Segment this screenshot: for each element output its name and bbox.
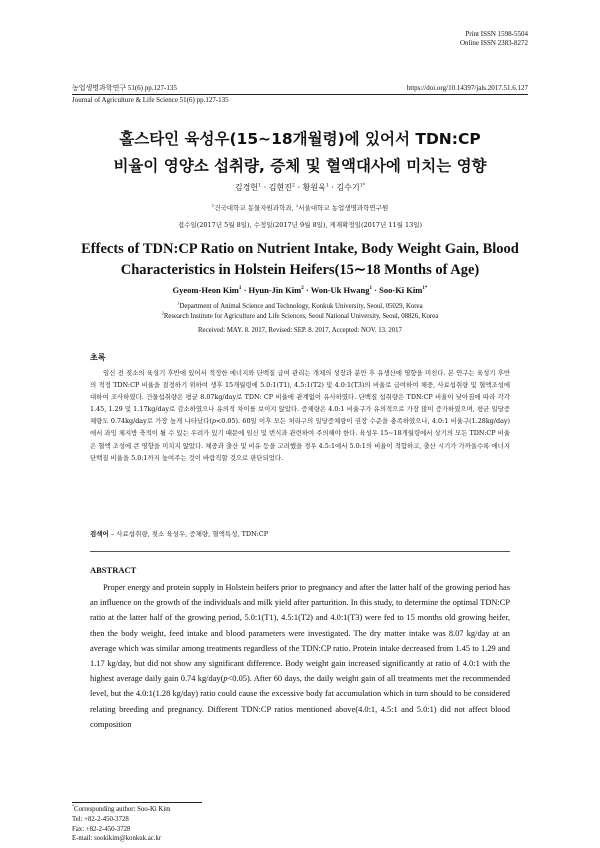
email-link[interactable]: E-mail: sookikim@konkuk.ac.kr <box>72 835 162 843</box>
affiliation-en <box>72 302 528 321</box>
journal-kr: 농업생명과학연구 51(6) pp.127-135 <box>72 84 177 92</box>
keywords-text: – 사료섭취량, 젖소 육성우, 증체량, 혈액특성, TDN:CP <box>108 530 269 538</box>
author-en: Hyun-Jin Kim <box>248 285 302 295</box>
doi-link[interactable]: https://doi.org/10.14397/jals.2017.51.6.127 <box>406 84 528 92</box>
author-kr: 황원욱 <box>302 183 326 192</box>
italic-p: p <box>211 417 216 426</box>
author-kr: 김경헌 <box>234 183 259 192</box>
title-kr-line2: 비율이 영양소 섭취량, 증체 및 혈액대사에 미치는 영향 <box>113 157 487 175</box>
footnote <box>72 805 171 844</box>
online-issn: Online ISSN 2383-8272 <box>459 39 528 47</box>
abstract-kr-heading: 초록 <box>90 353 106 362</box>
corresponding-author <box>72 805 171 815</box>
aff-text: 서울대학교 농업생명과학연구원 <box>298 204 389 212</box>
section-rule <box>90 551 510 552</box>
keywords-kr <box>90 530 268 539</box>
aff-sup: 1 <box>177 300 180 306</box>
fax: Fax: +82-2-450-3728 <box>72 825 131 833</box>
header-rule <box>72 94 528 95</box>
abstract-en-body <box>90 580 510 732</box>
aff-text: Research Institute for Agriculture and Life Sciences, Seoul National University, Seoul, 08826, Korea <box>163 312 439 320</box>
received-en: Received: MAY. 8. 2017, Revised: SEP. 8. 2017, Accepted: NOV. 13. 2017 <box>198 327 402 334</box>
footnote-rule <box>72 802 202 803</box>
author-sup: 2 <box>301 285 304 292</box>
abstract-en-text: Proper energy and protein supply in Holstein heifers prior to pregnancy and after the latter half of the growing period has an influence on the growth of the individuals and milk yield after parturition. In this study, to determine the optimal TDN:CP ratio at the latter half of the growing period, 5.0:1(T1), 4.5:1(T2) and 4.0:1(T3) were fed to 15 months old growing heifer, then the body weight, feed intake and blood parameters were investigated. The dry matter intake was 8.07 kg/day at an average which was similar among treatments regardless of the TDN:CP ratio. Protein intake decreased from 1.45 to 1.29 and 1.17 kg/day, but did not show any significant difference. Body weight gain increased significantly at ratio of 4.0:1 with the highest average daily gain 0.74 kg/day( <box>90 583 510 684</box>
journal-en: Journal of Agriculture & Life Science 51(6) pp.127-135 <box>72 96 229 104</box>
title-en-line1: Effects of TDN:CP Ratio on Nutrient Intake, Body Weight Gain, Blood <box>81 241 519 257</box>
affiliation-kr <box>72 204 528 213</box>
aff-en-line <box>72 312 528 322</box>
authors-kr <box>72 183 528 193</box>
author-kr: 김현진 <box>268 183 292 192</box>
author-sup: 1* <box>422 285 428 292</box>
abstract-en-heading: ABSTRACT <box>90 565 137 575</box>
tel: Tel: +82-2-450-3728 <box>72 815 129 823</box>
author-sup: 1 <box>369 285 373 292</box>
footnote-sup: * <box>72 803 75 809</box>
title-kr <box>72 126 528 180</box>
author-sep: · <box>294 183 303 192</box>
author-sep: · <box>372 285 380 295</box>
abstract-kr-body <box>90 367 510 464</box>
author-sup: 1 <box>325 183 329 189</box>
author-en: Won-Uk Hwang <box>310 285 370 295</box>
title-kr-line1: 홀스타인 육성우(15∼18개월령)에 있어서 TDN:CP <box>119 130 481 148</box>
author-sep: · <box>303 285 311 295</box>
author-en: Soo-Ki Kim <box>379 285 423 295</box>
author-sup: 1 <box>238 285 242 292</box>
abstract-en-text: <0.05). After 60 days, the daily weight gain of all treatments met the recommended level, but the 4.0:1(1.28 kg/day) ratio could cause the excessive body fat accumulation which in turn should to be considered relating breeding and pregnancy. Different TDN:CP ratios mentioned above(4.0:1, 4.5:1 and 5.0:1) did not affect blood composition <box>90 674 511 729</box>
authors-en <box>72 285 528 296</box>
italic-p: p <box>223 674 228 684</box>
aff-en-line <box>72 302 528 312</box>
author-sep: · <box>241 285 249 295</box>
author-sup: 2 <box>291 183 295 189</box>
title-en-line2: Characteristics in Holstein Heifers(15∼18 Months of Age) <box>120 262 480 278</box>
author-kr: 김수기 <box>336 183 360 192</box>
author-sep: · <box>328 183 337 192</box>
title-en <box>72 239 528 281</box>
author-sep: · <box>261 183 269 192</box>
author-sup: 1 <box>258 183 262 189</box>
abstract-kr-text: <0.05). 60일 이후 모든 처리구의 일당증체량이 권장 수준을 충족하였으나, 4.0:1 비율구(1.28kg/day)에서 과잉 체지방 축적이 될 수 있는 우려가 있기 때문에 임신 및 번식과 관련하여 주의해야 한다. 육성우 15∼18개월령에서 상기의 모든 TDN:CP 비율은 혈액 조성에 큰 영향을 미치지 않았다. 체중과 출산 및 비유 등을 고려했을 경우 4.5:1에서 5.0:1의 비율이 적합하고, 출산 시기가 가까울수록 에너지 단백질 비율을 5.0:1까지 높여주는 것이 바람직할 것으로 판단되었다. <box>90 417 510 462</box>
print-issn: Print ISSN 1598-5504 <box>465 30 528 38</box>
corresponding-author-text: Corresponding author: Soo-Ki Kim <box>74 806 171 813</box>
aff-sup: 2 <box>295 202 299 208</box>
abstract-kr-text: 임신 전 젖소의 육성기 후반에 있어서 적정한 에너지와 단백질 급여 관리는 개체의 성장과 분만 후 유생산에 영향을 미친다. 본 연구는 육성기 후반의 적정 TDN:CP 비율을 결정하기 위하여 생후 15개월령에 5.0:1(T1), 4.5:1(T2) 및 4.0:1(T3)의 비율로 급여하여 체중, 사료섭취량 및 혈액조성에 대하여 조사하였다. 건물섭취량은 평균 8.07kg/day로 TDN: CP 비율에 관계없이 유사하였다. 단백질 섭취량은 TDN:CP 비율이 낮아짐에 따라 각각 1.45, 1.29 및 1.17kg/day로 감소하였으나 유의적 차이를 보이지 않았다. 증체량은 4.0:1 비율구가 유의적으로 가장 많이 증가하였으며, 평균 일당증체량도 0.74kg/day로 가장 높게 나타났다( <box>90 369 510 426</box>
issn-block <box>460 30 528 48</box>
aff-text: Department of Animal Science and Technology, Konkuk University, Seoul, 05029, Korea <box>179 303 423 310</box>
author-en: Gyeom-Heon Kim <box>172 285 239 295</box>
keywords-label: 검색어 <box>90 530 109 538</box>
received-kr: 접수일(2017년 5월 8일), 수정일(2017년 9월 8일), 게재확정일(2017년 11월 13일) <box>177 221 423 229</box>
aff-sup: 2 <box>161 310 164 316</box>
aff-text: 건국대학교 동물자원과학과, <box>214 204 296 212</box>
aff-sup: 1 <box>211 202 215 208</box>
author-sup: 1* <box>359 183 366 189</box>
